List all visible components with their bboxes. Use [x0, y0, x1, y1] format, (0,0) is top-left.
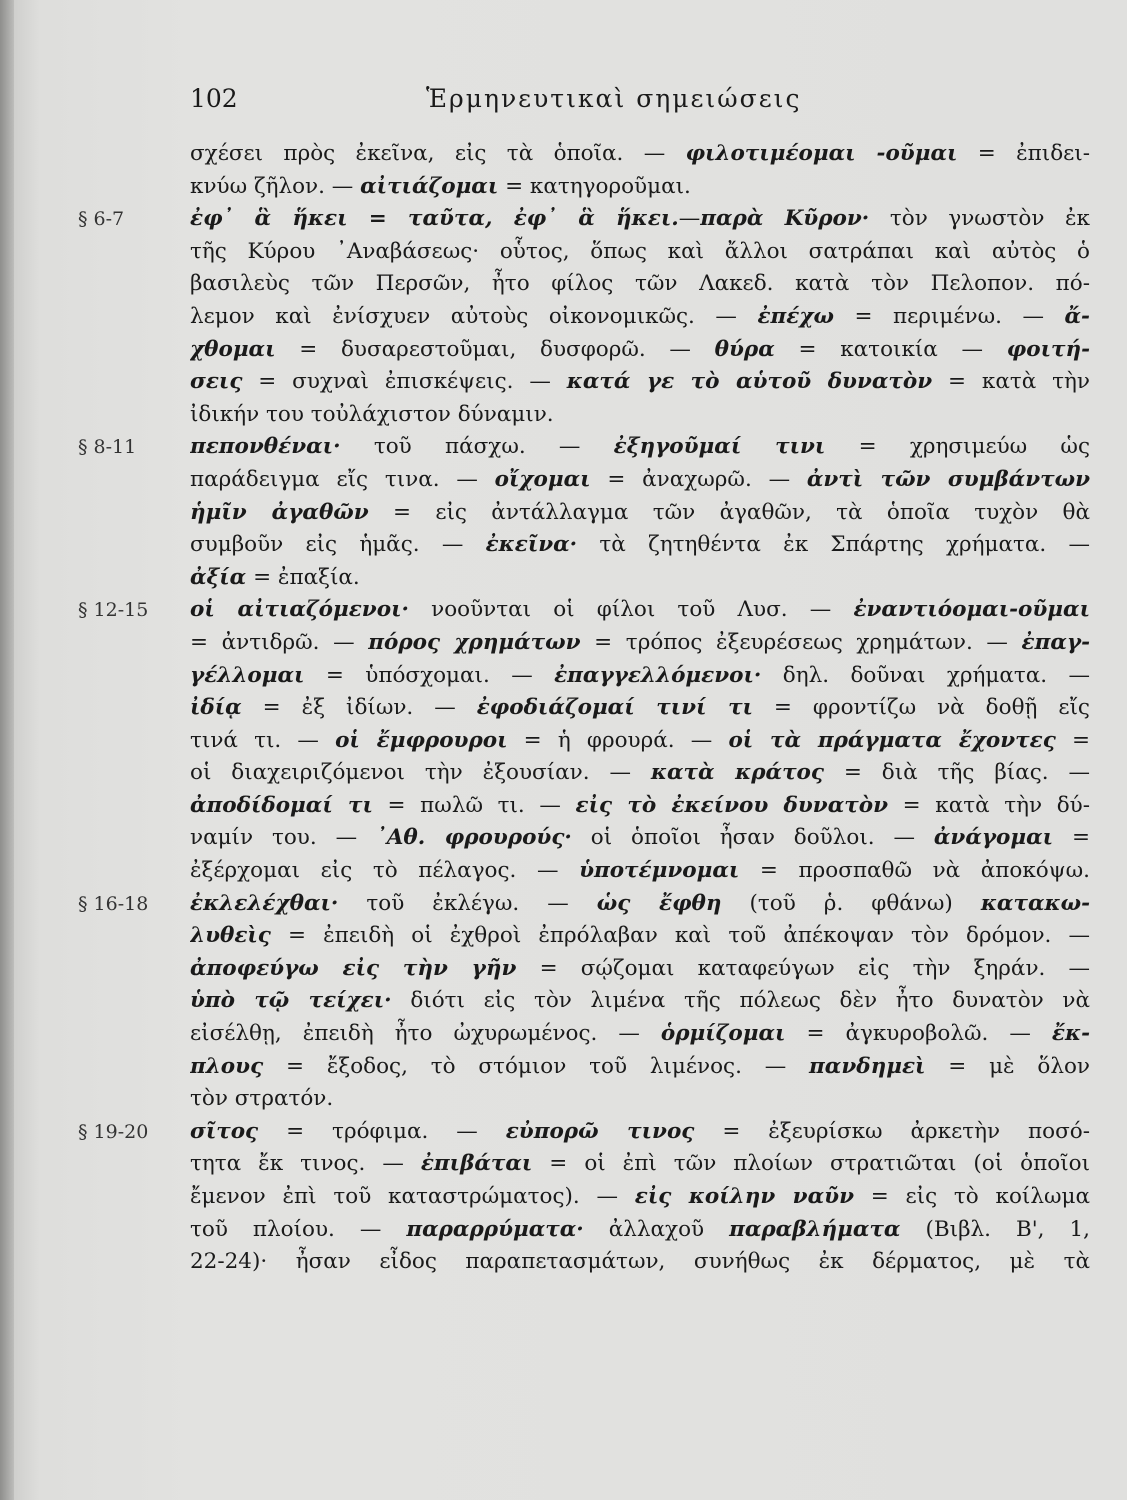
- lemma: ἐπαγγελλόμενοι·: [554, 662, 762, 688]
- section-marker: § 12-15: [78, 599, 149, 622]
- text-line: [190, 497, 1090, 530]
- section-marker: § 8-11: [78, 436, 137, 459]
- text-line: [190, 953, 1090, 986]
- text-line: [190, 1148, 1090, 1181]
- section-marker: § 16-18: [78, 892, 149, 915]
- lemma: ᾿Αθ. φρουρούς·: [375, 825, 572, 851]
- lemma: ἔκ-: [1051, 1021, 1090, 1047]
- gloss: = ἐξ ἰδίων. —: [241, 695, 477, 721]
- gloss: = κατὰ τὴν δύ-: [888, 792, 1090, 818]
- lemma: ἐφ᾽ ἃ ἥκει = ταῦτα, ἐφ᾽ ἃ ἥκει.: [190, 206, 679, 232]
- gloss: = τρόπος ἐξευρέσεως χρημάτων. —: [580, 629, 1022, 655]
- lemma: ἐναντιόομαι-οῦμαι: [853, 597, 1090, 623]
- gloss: 22-24)· ἦσαν εἶδος παραπετασμάτων, συνήθως ἐκ δέρματος, μὲ τὰ: [190, 1249, 1090, 1275]
- gloss: τοῦ πλοίου. —: [190, 1216, 407, 1242]
- gloss: διότι εἰς τὸν λιμένα τῆς πόλεως δὲν ἦτο δυνατὸν νὰ: [391, 988, 1090, 1014]
- lemma: εἰς κοίλην ναῦν: [634, 1184, 854, 1209]
- gloss: = προσπαθῶ νὰ ἀποκόψω.: [739, 858, 1090, 884]
- lemma: φοιτή-: [1006, 336, 1090, 362]
- gloss: = οἱ ἐπὶ τῶν πλοίων στρατιῶται (οἱ ὁποῖοι: [532, 1151, 1090, 1177]
- gloss: βασιλεὺς τῶν Περσῶν, ἦτο φίλος τῶν Λακεδ. κατὰ τὸν Πελοπον. πό-: [190, 271, 1090, 297]
- gloss: νοοῦνται οἱ φίλοι τοῦ Λυσ. —: [408, 597, 854, 623]
- gloss: συμβοῦν εἰς ἡμᾶς. —: [190, 532, 486, 558]
- lemma: ἀποφεύγω εἰς τὴν γῆν: [190, 955, 517, 981]
- lemma: ἐφοδιάζομαί τινί τι: [476, 695, 753, 721]
- text-line: [190, 366, 1090, 399]
- text-line: [190, 1246, 1090, 1279]
- text-line: [190, 399, 1090, 432]
- gloss: λεμον καὶ ἐνίσχυεν αὐτοὺς οἰκονομικῶς. —: [190, 303, 758, 329]
- gloss: = ὑπόσχομαι. —: [304, 662, 555, 688]
- lemma: αἰτιάζομαι: [360, 173, 499, 199]
- gloss: παράδειγμα εἴς τινα. —: [190, 466, 495, 492]
- lemma: ὑποτέμνομαι: [579, 858, 740, 884]
- gloss: ἰδικήν του τοὐλάχιστον δύναμιν.: [190, 401, 554, 427]
- lemma: πλους: [190, 1053, 264, 1079]
- text-line: [190, 692, 1090, 725]
- gloss: (τοῦ ῥ. φθάνω): [721, 890, 981, 916]
- gloss: οἱ ὁποῖοι ἦσαν δοῦλοι. —: [571, 825, 934, 851]
- lemma: ἐξηγοῦμαί τινι: [613, 434, 826, 460]
- gloss: ναμίν του. —: [190, 825, 376, 851]
- lemma: χθομαι: [190, 336, 276, 362]
- text-line: [190, 301, 1090, 334]
- gloss: = πωλῶ τι. —: [372, 792, 576, 818]
- gloss: = ἔξοδος, τὸ στόμιον τοῦ λιμένος. —: [263, 1053, 810, 1079]
- gloss: = δυσαρεστοῦμαι, δυσφορῶ. —: [275, 336, 715, 362]
- gloss: τοῦ ἐκλέγω. —: [338, 890, 597, 916]
- lemma: ἀντὶ τῶν συμβάντων: [806, 466, 1090, 492]
- gloss: τὰ ζητηθέντα ἐκ Σπάρτης χρήματα. —: [577, 532, 1090, 558]
- lemma: οἱ αἰτιαζόμενοι·: [190, 597, 409, 623]
- text-line: [190, 1181, 1090, 1214]
- lemma: ἀξία: [190, 564, 247, 590]
- gloss: τῆς Κύρου ᾿Αναβάσεως· οὗτος, ὅπως καὶ ἄλλοι σατράπαι καὶ αὐτὸς ὁ: [190, 238, 1090, 264]
- text-line: [190, 725, 1090, 758]
- lemma: ἀποδίδομαί τι: [190, 792, 373, 818]
- gloss: = ἐπαξία.: [246, 564, 360, 590]
- text-line: [190, 203, 1090, 236]
- text-line: [190, 627, 1090, 660]
- gloss: = διὰ τῆς βίας. —: [823, 760, 1090, 786]
- gloss: δηλ. δοῦναι χρήματα. —: [761, 662, 1090, 688]
- body-text: [190, 138, 1090, 1279]
- lemma: ἰδίᾳ: [190, 695, 242, 721]
- text-line: [190, 464, 1090, 497]
- text-line: [190, 594, 1090, 627]
- page-header: [190, 84, 1090, 124]
- text-line: [190, 334, 1090, 367]
- gloss: = ἀντιδρῶ. —: [190, 629, 369, 655]
- running-title: Ἑρμηνευτικαὶ σημειώσεις: [426, 84, 802, 113]
- lemma: πεπονθέναι·: [190, 434, 341, 460]
- gloss: = κατοικία —: [774, 336, 1007, 362]
- text-line: [190, 431, 1090, 464]
- text-line: [190, 790, 1090, 823]
- text-line: [190, 888, 1090, 921]
- gloss: = μὲ ὅλον: [925, 1053, 1090, 1079]
- text-line: [190, 562, 1090, 595]
- gloss: = σῴζομαι καταφεύγων εἰς τὴν ξηράν. —: [516, 955, 1090, 981]
- gloss: οἱ διαχειριζόμενοι τὴν ἐξουσίαν. —: [190, 760, 651, 786]
- text-line: [190, 529, 1090, 562]
- lemma: παραβλήματα: [729, 1216, 901, 1242]
- lemma: γέλλομαι: [190, 662, 305, 688]
- gloss: =: [1055, 727, 1090, 753]
- lemma: κατά γε τὸ αὑτοῦ δυνατὸν: [566, 369, 933, 395]
- text-line: [190, 171, 1090, 204]
- lemma: ἄ-: [1064, 303, 1090, 329]
- gloss: τητα ἔκ τινος. —: [190, 1151, 421, 1177]
- gloss: = ἐξευρίσκω ἀρκετὴν ποσό-: [694, 1118, 1090, 1144]
- lemma: φιλοτιμέομαι -οῦμαι: [685, 141, 958, 166]
- lemma: σεις: [190, 369, 243, 395]
- lemma: εἰς τὸ ἐκείνου δυνατὸν: [575, 792, 888, 818]
- gloss: ἐξέρχομαι εἰς τὸ πέλαγος. —: [190, 858, 580, 884]
- lemma: ὁρμίζομαι: [660, 1021, 786, 1047]
- lemma: πόρος χρημάτων: [368, 629, 581, 655]
- text-line: [190, 1051, 1090, 1084]
- lemma: ἐπιβάται: [420, 1151, 533, 1177]
- lemma: κατακω-: [980, 890, 1090, 916]
- text-line: [190, 660, 1090, 693]
- gloss: = ἐπιδει-: [957, 141, 1090, 166]
- gloss: = κατηγοροῦμαι.: [498, 173, 691, 199]
- gloss: = εἰς ἀντάλλαγμα τῶν ἀγαθῶν, τὰ ὁποῖα τυχὸν θὰ: [368, 499, 1090, 525]
- lemma: οἴχομαι: [494, 466, 591, 492]
- lemma: θύρα: [714, 336, 775, 362]
- lemma: ὑπὸ τῷ τείχει·: [190, 988, 392, 1014]
- gloss: = εἰς τὸ κοίλωμα: [853, 1184, 1090, 1209]
- section-marker: § 6-7: [78, 208, 125, 231]
- text-line: [190, 1116, 1090, 1149]
- text-line: [190, 236, 1090, 269]
- gloss: = ἡ φρουρά. —: [507, 727, 729, 753]
- lemma: οἱ τὰ πράγματα ἔχοντες: [728, 727, 1056, 753]
- lemma: ἐπέχω: [757, 303, 834, 329]
- lemma: πανδημεὶ: [809, 1053, 926, 1079]
- text-line: [190, 1214, 1090, 1247]
- gloss: =: [1053, 825, 1090, 851]
- lemma: εὐπορῶ τινος: [505, 1118, 695, 1144]
- gloss: τὸν στρατόν.: [190, 1086, 334, 1112]
- lemma: σῖτος: [190, 1118, 259, 1144]
- lemma: παρὰ Κῦρον·: [700, 206, 870, 232]
- lemma: ἐκεῖνα·: [485, 532, 578, 558]
- gloss: = φροντίζω νὰ δοθῇ εἴς: [752, 695, 1090, 721]
- gloss: κνύω ζῆλον. —: [190, 173, 361, 199]
- book-spine: [0, 0, 14, 1500]
- lemma: ὡς ἔφθη: [596, 890, 722, 916]
- gloss: = περιμένω. —: [833, 303, 1065, 329]
- text-line: [190, 268, 1090, 301]
- gloss: τοῦ πάσχω. —: [340, 434, 614, 460]
- text-line: [190, 138, 1090, 171]
- gloss: (Βιβλ. Β', 1,: [900, 1216, 1090, 1242]
- gloss: τινά τι. —: [190, 727, 336, 753]
- text-line: [190, 757, 1090, 790]
- text-line: [190, 855, 1090, 888]
- gloss: = χρησιμεύω ὡς: [825, 434, 1090, 460]
- text-line: [190, 985, 1090, 1018]
- gloss: —: [678, 206, 701, 232]
- page-number: 102: [190, 84, 238, 113]
- lemma: ἀνάγομαι: [933, 825, 1054, 851]
- gloss: = τρόφιμα. —: [258, 1118, 506, 1144]
- text-line: [190, 1083, 1090, 1116]
- text-line: [190, 920, 1090, 953]
- text-line: [190, 822, 1090, 855]
- gloss: = ἐπειδὴ οἱ ἐχθροὶ ἐπρόλαβαν καὶ τοῦ ἀπέκοψαν τὸν δρόμον. —: [270, 923, 1090, 949]
- gloss: ἔμενον ἐπὶ τοῦ καταστρώματος). —: [190, 1184, 635, 1209]
- text-line: [190, 1018, 1090, 1051]
- gloss: εἰσέλθῃ, ἐπειδὴ ἦτο ὠχυρωμένος. —: [190, 1021, 661, 1047]
- gloss: ἀλλαχοῦ: [583, 1216, 730, 1242]
- lemma: ἡμῖν ἀγαθῶν: [190, 499, 369, 525]
- section-marker: § 19-20: [78, 1121, 149, 1143]
- gloss: τὸν γνωστὸν ἐκ: [869, 206, 1090, 232]
- gloss: = κατὰ τὴν: [932, 369, 1090, 395]
- lemma: λυθεὶς: [190, 923, 271, 949]
- lemma: παραρρύματα·: [406, 1216, 584, 1242]
- gloss: = ἀναχωρῶ. —: [590, 466, 807, 492]
- lemma: κατὰ κράτος: [650, 760, 824, 786]
- gloss: = ἀγκυροβολῶ. —: [785, 1021, 1052, 1047]
- lemma: ἐπαγ-: [1021, 629, 1090, 655]
- gloss: σχέσει πρὸς ἐκεῖνα, εἰς τὰ ὁποῖα. —: [190, 141, 686, 166]
- gloss: = συχναὶ ἐπισκέψεις. —: [242, 369, 567, 395]
- lemma: ἐκλελέχθαι·: [190, 890, 339, 916]
- lemma: οἱ ἔμφρουροι: [335, 727, 508, 753]
